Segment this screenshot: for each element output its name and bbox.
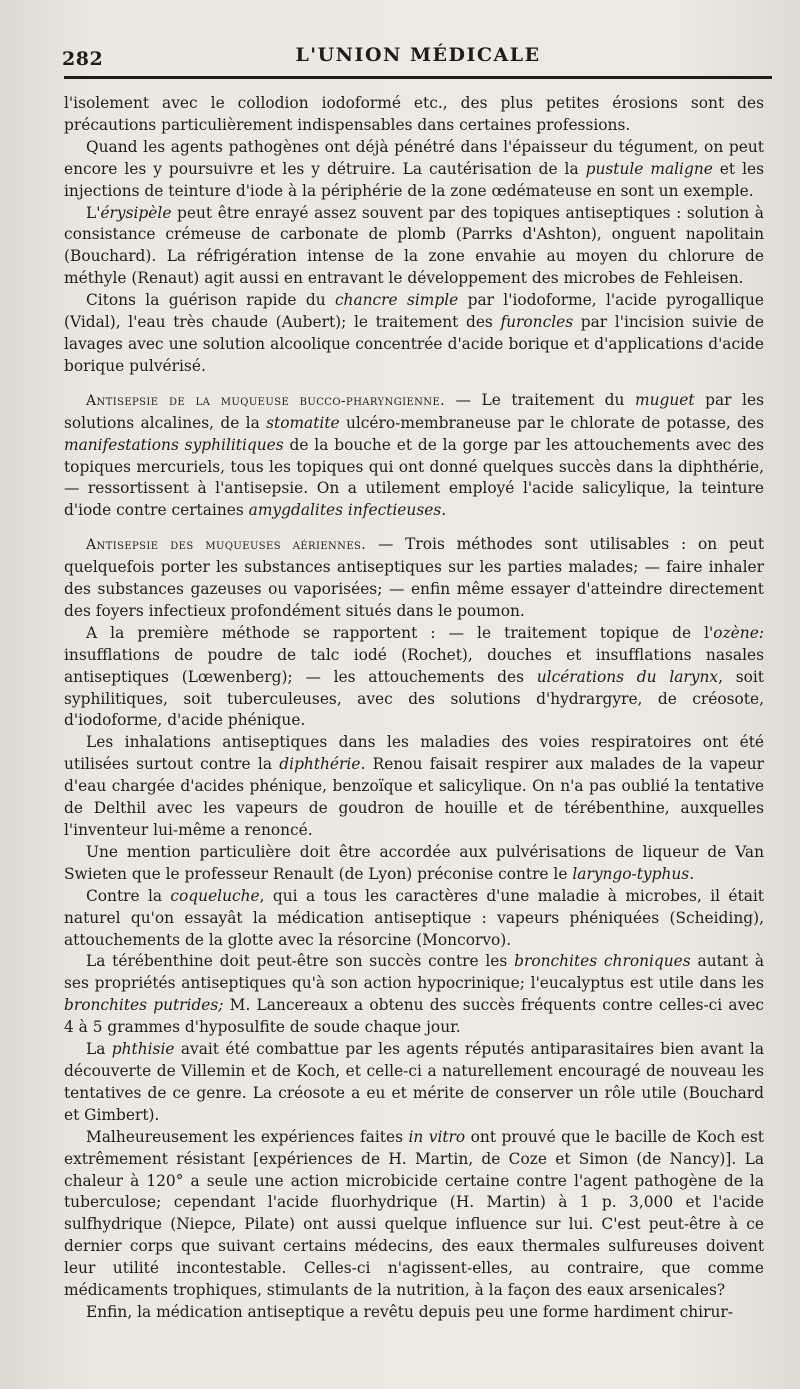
page-body: [64, 93, 764, 1324]
paragraph: [64, 1127, 764, 1302]
text-run: peut être enrayé assez souvent par des topiques antiseptiques : solution à consistance crémeuse de carbonate de plomb (Parrks d'Ashton), onguent napolitain (Bouchard). La réfrigération intense de la zone envahie au moyen du chlorure de méthyle (Renaut) agit aussi en entravant le développement des microbes de Fehleisen.: [64, 203, 764, 288]
italic-term: phthisie: [111, 1040, 175, 1059]
italic-term: manifestations syphilitiques: [64, 435, 284, 454]
text-run: . Renou faisait respirer aux malades de la vapeur d'eau chargée d'acides phénique, benzoïque et salicylique. On n'a pas oublié la tentative de Delthil avec les vapeurs de goudron de houille et de térébenthine, auxquelles l'inventeur lui-même a renoncé.: [64, 755, 764, 839]
text-run: avait été combattue par les agents réputés antiparasitaires bien avant la découverte de Villemin et de Koch, et celle-ci a naturellement encouragé de nouveau les tentatives de ce genre. La créosote a eu et mérite de conserver un rôle utile (Bouchard et Gimbert).: [64, 1040, 764, 1124]
text-run: Les inhalations antiseptiques dans les maladies des voies respiratoires ont été utilisées surtout contre la: [64, 733, 764, 774]
italic-term: bronchites chroniques: [514, 952, 691, 971]
text-run: ulcéro-membraneuse par le chlorate de potasse, des: [339, 413, 765, 432]
italic-term: furoncles: [500, 313, 574, 332]
section-heading: Antisepsie des muqueuses aériennes.: [86, 537, 367, 554]
italic-term: pustule maligne: [585, 159, 713, 178]
text-run: , qui a tous les caractères d'une maladie à microbes, il était naturel qu'on essayât la médication antiseptique : vapeurs phéniquées (Scheiding), attouchements de la glotte avec la résorcine (Moncorvo).: [64, 886, 764, 949]
text-run: par les solutions alcalines, de la: [64, 390, 764, 432]
text-run: ont prouvé que le bacille de Koch est extrêmement résistant [expériences de H. Martin, de Coze et Simon (de Nancy)]. La chaleur à 120° a seule une action microbicide certaine contre l'agent pathogène de la tuberculose; cependant l'acide fluorhydrique (H. Martin) à 1 p. 3,000 et l'acide sulfhydrique (Niepce, Pilate) ont aussi quelque influence sur lui. C'est peut-être à ce dernier corps que suivant certains médecins, des eaux thermales sulfureuses doivent leur utilité incontestable. Celles-ci n'agissent-elles, au contraire, que comme médicaments trophiques, stimulants de la nutrition, à la façon des eaux arsenicales?: [64, 1127, 764, 1300]
text-run: A la première méthode se rapportent : — le traitement topique de l': [86, 623, 714, 642]
paragraph: [64, 886, 764, 952]
paragraph: [64, 290, 764, 378]
text-run: par l'incision suivie de lavages avec une solution alcoolique concentrée d'acide borique et d'applications d'acide borique pulvérisé.: [64, 313, 764, 375]
paragraph: [64, 203, 764, 291]
text-run: , soit syphilitiques, soit tuberculeuses, avec des solutions d'hydrargyre, de créosote, d'iodoforme, d'acide phénique.: [64, 667, 764, 730]
paragraph: [64, 93, 764, 137]
text-run: M. Lancereaux a obtenu des succès fréquents contre celles-ci avec 4 à 5 grammes d'hyposulfite de soude chaque jour.: [64, 996, 764, 1037]
text-run: L': [86, 203, 101, 222]
text-run: Contre la: [86, 886, 171, 905]
paragraph: [64, 1039, 764, 1127]
italic-term: érysipèle: [100, 203, 172, 222]
italic-term: in vitro: [408, 1127, 466, 1146]
text-run: Citons la guérison rapide du: [86, 291, 335, 310]
text-run: Enfin, la médication antiseptique a revêtu depuis peu une forme hardiment chirur-: [86, 1302, 733, 1321]
text-run: La: [86, 1040, 112, 1059]
text-run: l'isolement avec le collodion iodoformé etc., des plus petites érosions sont des précautions particulièrement indispensables dans certaines professions.: [64, 94, 764, 134]
italic-term: bronchites putrides;: [64, 996, 224, 1015]
paragraph: [64, 534, 764, 623]
running-title: L'UNION MÉDICALE: [295, 44, 541, 66]
italic-term: coqueluche: [170, 886, 260, 905]
text-run: .: [689, 864, 695, 883]
paragraph: [64, 623, 764, 733]
page-header: [64, 40, 772, 79]
text-run: .: [441, 501, 447, 520]
italic-term: chancre simple: [334, 291, 459, 310]
text-run: insufflations de poudre de talc iodé (Rochet), douches et insufflations nasales antiseptiques (Lœwenberg); — les attouchements des: [64, 645, 764, 686]
paragraph: [64, 137, 764, 203]
italic-term: amygdalites infectieuses: [248, 501, 442, 520]
section-heading: Antisepsie de la muqueuse bucco-pharyngienne.: [86, 392, 445, 409]
paragraph: [64, 390, 764, 522]
paragraph: [64, 732, 764, 842]
text-run: — Trois méthodes sont utilisables : on peut quelquefois porter les substances antiseptiques sur les parties malades; — faire inhaler des substances gazeuses ou vaporisées; — enfin même essayer d'atteindre directement des foyers infectieux profondément situés dans le poumon.: [64, 535, 764, 620]
text-run: Malheureusement les expériences faites: [86, 1127, 409, 1146]
italic-term: diphthérie: [279, 755, 361, 774]
italic-term: muguet: [634, 390, 695, 409]
text-run: La térébenthine doit peut-être son succès contre les: [86, 952, 515, 971]
paragraph: [64, 842, 764, 886]
paragraph: [64, 951, 764, 1039]
text-run: autant à ses propriétés antiseptiques qu'à son action hypocrinique; l'eucalyptus est utile dans les: [64, 952, 764, 993]
page-number: 282: [62, 48, 104, 70]
text-run: par l'iodoforme, l'acide pyrogallique (Vidal), l'eau très chaude (Aubert); le traitement des: [64, 291, 764, 332]
text-run: Quand les agents pathogènes ont déjà pénétré dans l'épaisseur du tégument, on peut encore les y poursuivre et les y détruire. La cautérisation de la: [64, 137, 764, 178]
italic-term: ozène:: [713, 623, 764, 642]
text-run: Une mention particulière doit être accordée aux pulvérisations de liqueur de Van Swieten que le professeur Renault (de Lyon) préconise contre le: [64, 842, 764, 883]
text-run: — Le traitement du: [445, 390, 635, 409]
text-run: de la bouche et de la gorge par les attouchements avec des topiques mercuriels, tous les topiques qui ont donné quelques succès dans la diphthérie, — ressortissent à l'antisepsie. On a utilement employé l'acide salicylique, la teinture d'iode contre certaines: [64, 435, 764, 520]
italic-term: ulcérations du larynx: [536, 667, 719, 686]
italic-term: laryngo-typhus: [572, 864, 690, 883]
paragraph: [64, 1302, 764, 1324]
text-run: et les injections de teinture d'iode à la périphérie de la zone œdémateuse en sont un exemple.: [64, 159, 764, 200]
italic-term: stomatite: [266, 413, 340, 432]
